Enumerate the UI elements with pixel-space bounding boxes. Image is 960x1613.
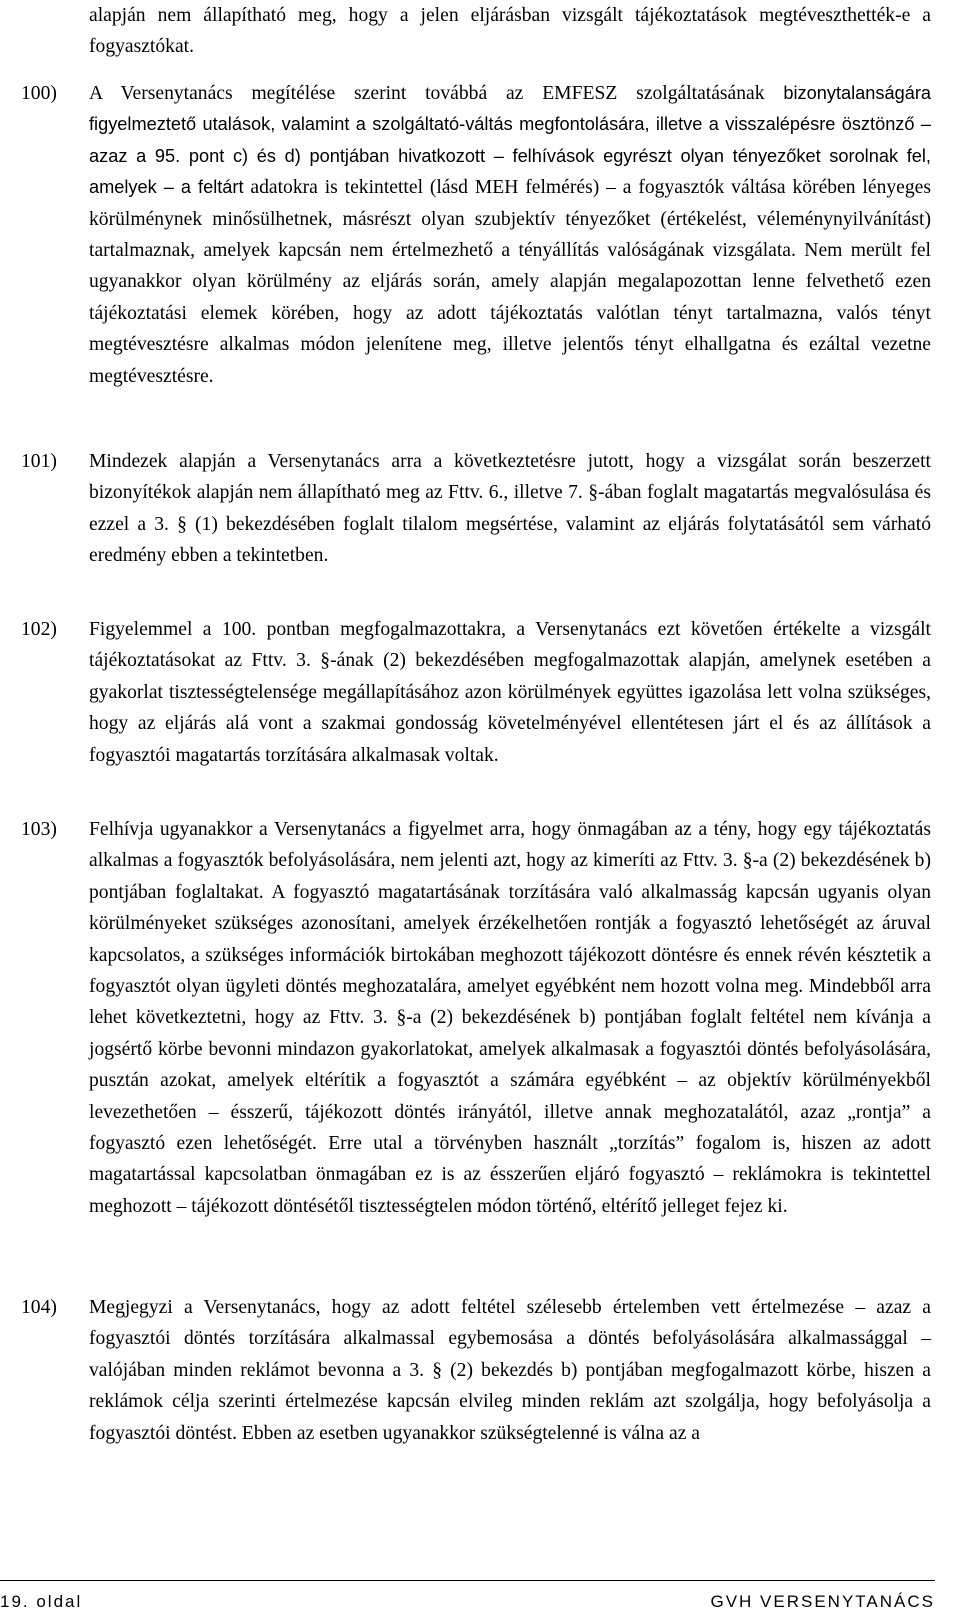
paragraph-number: 100)	[21, 83, 57, 104]
paragraph-text: Megjegyzi a Versenytanács, hogy az adott feltétel szélesebb értelemben vett értelmezése – azaz a fogyasztói döntés torzítására alkalmassal egybemosása a döntés befolyásolására alkalmassággal – valójában minden reklámot bevonna a 3. § (2) bekezdés b) pontjában megfogalmazott körbe, hiszen a reklámok célja szerinti értelmezése kapcsán elvileg minden reklám azt szolgálja, hogy befolyásolja a fogyasztói döntést. Ebben az esetben ugyanakkor szükségtelenné is válna az a	[89, 1297, 931, 1444]
intro-paragraph: alapján nem állapítható meg, hogy a jelen eljárásban vizsgált tájékoztatások megtéveszthették-e a fogyasztókat.	[89, 5, 931, 58]
paragraph-number: 104)	[21, 1297, 57, 1318]
paragraph-text: Felhívja ugyanakkor a Versenytanács a figyelmet arra, hogy önmagában az a tény, hogy egy tájékoztatás alkalmas a fogyasztók befolyásolására, nem jelenti azt, hogy az kimeríti az Fttv. 3. §-a (2) bekezdésének b) pontjában foglaltakat. A fogyasztó magatartásának torzítására való alkalmasság kapcsán ugyanis olyan körülményeket szükséges azonosítani, amelyek érzékelhetően rontják a fogyasztó lehetőségét az áruval kapcsolatos, a szükséges információk birtokában meghozott tájékozott döntésre és ennek révén késztetik a fogyasztót olyan ügyleti döntés meghozatalára, amelyet egyébként nem hozott volna meg. Mindebből arra lehet következtetni, hogy az Fttv. 3. §-a (2) bekezdésének b) pontjában foglalt feltétel nem kívánja a jogsértő körbe bevonni mindazon gyakorlatokat, amelyek alkalmasak a fogyasztói döntés befolyásolására, pusztán azokat, amelyek eltérítik a fogyasztót a számára egyébként – az objektív körülményekből levezethetően – ésszerű, tájékozott döntés irányától, illetve annak meghozatalától, azaz „rontja” a fogyasztó ezen lehetőségét. Erre utal a törvényben használt „torzítás” fogalom is, hiszen az adott magatartással kapcsolatban önmagában ez is az ésszerűen eljáró fogyasztó – reklámokra is tekintettel meghozott – tájékozott döntésétől tisztességtelen módon történő, eltérítő jelleget fejez ki.	[89, 819, 931, 1217]
paragraph-text	[89, 78, 931, 392]
paragraph-number: 101)	[21, 451, 57, 472]
page-number: 19. oldal	[0, 1592, 83, 1611]
paragraph-number: 103)	[21, 819, 57, 840]
paragraph-number: 102)	[21, 619, 57, 640]
paragraph-text: Figyelemmel a 100. pontban megfogalmazottakra, a Versenytanács ezt követően értékelte a vizsgált tájékoztatásokat az Fttv. 3. §-ának (2) bekezdésében megfogalmazottak alapján, amelynek esetében a gyakorlat tisztességtelensége megállapításához azon körülmények együttes igazolása lett volna szükséges, hogy az eljárás alá vont a szakmai gondosság követelményével ellentétesen járt el és az állítások a fogyasztói magatartás torzítására alkalmasak voltak.	[89, 619, 931, 766]
paragraph-text-part: A Versenytanács megítélése szerint továbbá az EMFESZ szolgáltatásának	[89, 83, 784, 104]
paragraph-text: Mindezek alapján a Versenytanács arra a következtetésre jutott, hogy a vizsgálat során beszerzett bizonyítékok alapján nem állapítható meg az Fttv. 6., illetve 7. §-ában foglalt magatartás megvalósulása és ezzel a 3. § (1) bekezdésében foglalt tilalom megsértése, valamint az eljárás folytatásától sem várható eredmény ebben a tekintetben.	[89, 451, 931, 567]
footer-organization: GVH VERSENYTANÁCS	[710, 1592, 935, 1611]
footer-divider	[0, 1580, 935, 1581]
paragraph-text-sans-part: bizonytalanságára figyelmeztető utalások, valamint a szolgáltató-váltás megfontolására, illetve a visszalépésre ösztönző – azaz a 95. pont c) és d) pontjában hivatkozott – felhívások egyrészt olyan tényezőket sorolnak fel, amelyek – a feltárt	[89, 83, 931, 198]
paragraph-text-part: adatokra is tekintettel (lásd MEH felmérés) – a fogyasztók váltása körében lényeges körülménynek minősülhetnek, másrészt olyan szubjektív tényezőket (értékelést, véleménynyilvánítást) tartalmaznak, amelyek kapcsán nem értelmezhető a tényállítás valóságának vizsgálata. Nem merült fel ugyanakkor olyan körülmény az eljárás során, amely alapján megalapozottan lenne felvethető ezen tájékoztatási elemek körében, hogy az adott tájékoztatás valótlan tényt tartalmazna, valós tényt megtévesztésre alkalmas módon jelenítene meg, illetve jelentős tényt elhallgatna és ezáltal vezetne megtévesztésre.	[89, 177, 931, 387]
